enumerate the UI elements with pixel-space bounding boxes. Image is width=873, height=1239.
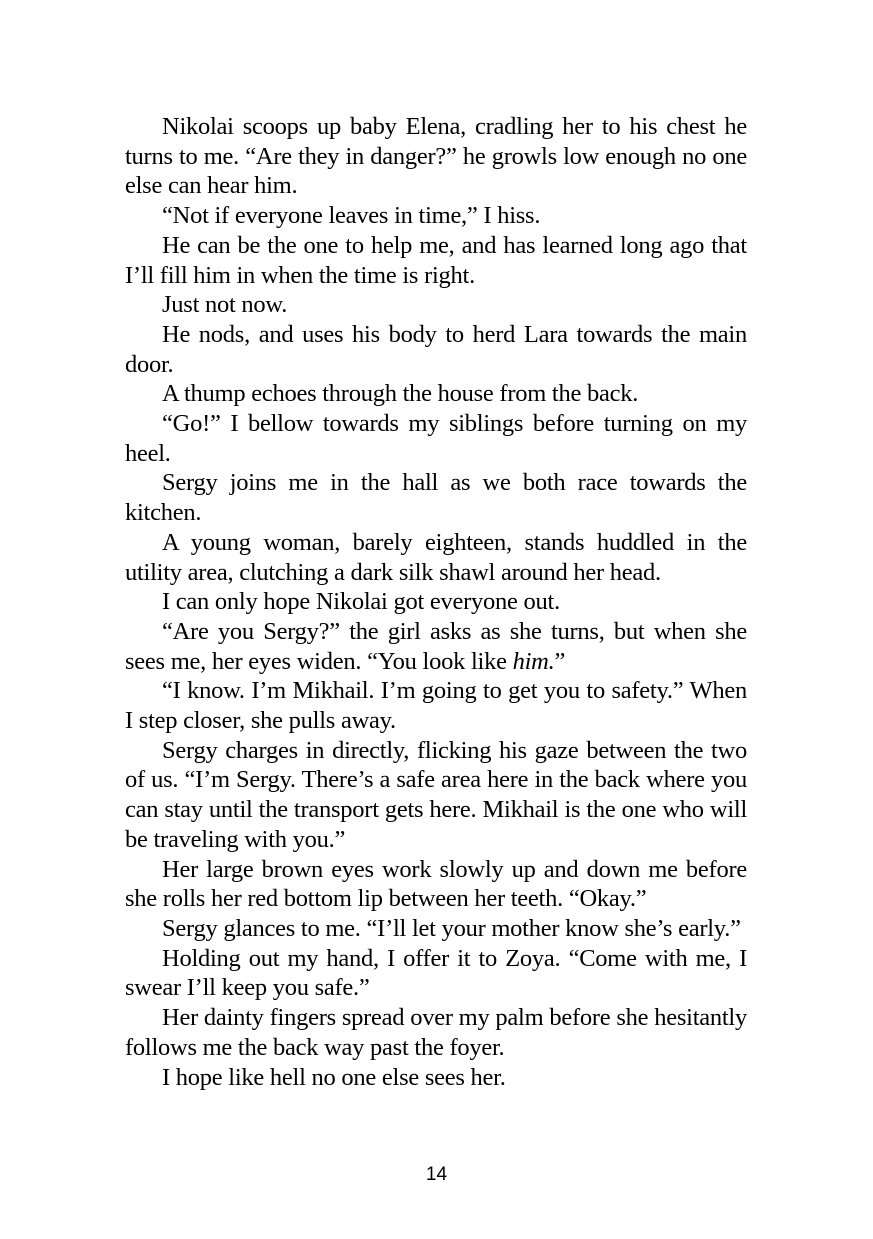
paragraph: Nikolai scoops up baby Elena, cradling her to his chest he turns to me. “Are they in danger?” he growls low enough no one else can hear him. xyxy=(125,113,747,200)
paragraph: “I know. I’m Mikhail. I’m going to get you to safety.” When I step closer, she pulls away. xyxy=(125,677,747,735)
paragraph: Just not now. xyxy=(162,291,288,319)
paragraph: I hope like hell no one else sees her. xyxy=(162,1063,506,1091)
paragraph: Sergy joins me in the hall as we both race towards the kitchen. xyxy=(125,469,747,527)
paragraph: He can be the one to help me, and has learned long ago that I’ll fill him in when the time is right. xyxy=(125,231,747,289)
page-number: 14 xyxy=(425,1164,448,1185)
paragraph: Sergy glances to me. “I’ll let your mother know she’s early.” xyxy=(162,914,741,942)
paragraph: Holding out my hand, I offer it to Zoya. “Come with me, I swear I’ll keep you safe.” xyxy=(125,944,747,1002)
closing-quote: ” xyxy=(554,647,566,675)
paragraph: “Go!” I bellow towards my siblings before turning on my heel. xyxy=(125,410,747,467)
paragraph: Her large brown eyes work slowly up and down me before she rolls her red bottom lip between her teeth. “Okay.” xyxy=(125,855,747,913)
body-text xyxy=(125,112,747,1092)
paragraph: “Not if everyone leaves in time,” I hiss. xyxy=(162,202,541,230)
paragraph: Her dainty fingers spread over my palm before she hesitantly follows me the back way past the foyer. xyxy=(125,1004,747,1061)
paragraph xyxy=(125,617,747,676)
paragraph: He nods, and uses his body to herd Lara towards the main door. xyxy=(125,320,747,378)
paragraph: I can only hope Nikolai got everyone out. xyxy=(162,588,560,616)
paragraph: A young woman, barely eighteen, stands huddled in the utility area, clutching a dark silk shawl around her head. xyxy=(125,528,747,586)
emphasized-word: him. xyxy=(512,647,555,675)
paragraph: Sergy charges in directly, flicking his gaze between the two of us. “I’m Sergy. There’s a safe area here in the back where you can stay until the transport gets here. Mikhail is the one who will be traveling with you.” xyxy=(125,736,747,853)
dialogue-text: “Are you Sergy?” the girl asks as she turns, but when she sees me, her eyes widen. “You look like xyxy=(125,617,747,675)
paragraph: A thump echoes through the house from the back. xyxy=(162,380,639,408)
